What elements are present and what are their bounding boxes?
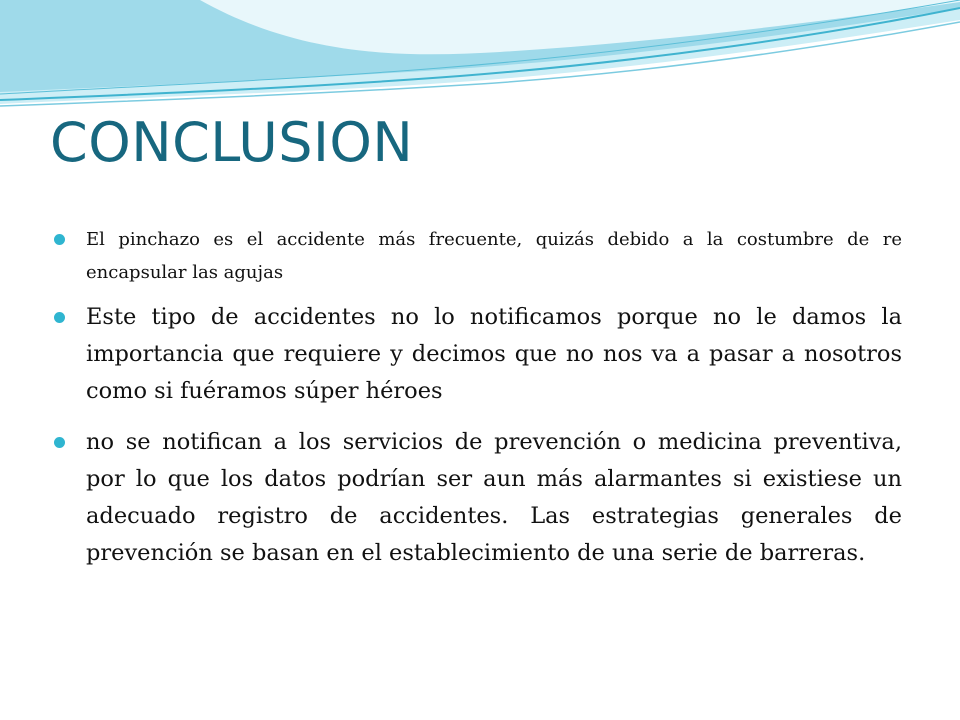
bullet-item: El pinchazo es el accidente más frecuente, quizás debido a la costumbre de re encapsular las agujas [50,223,902,289]
bullet-list [50,223,902,586]
bullet-item: no se notifican a los servicios de prevención o medicina preventiva, por lo que los datos podrían ser aun más alarmantes si existiese un adecuado registro de accidentes. Las estrategias generales de prevención se basan en el establecimiento de una serie de barreras. [50,424,902,572]
slide-title: CONCLUSION [50,111,414,174]
header-wave-decoration [0,0,960,120]
bullet-item: Este tipo de accidentes no lo notificamos porque no le damos la importancia que requiere y decimos que no nos va a pasar a nosotros como si fuéramos súper héroes [50,299,902,410]
